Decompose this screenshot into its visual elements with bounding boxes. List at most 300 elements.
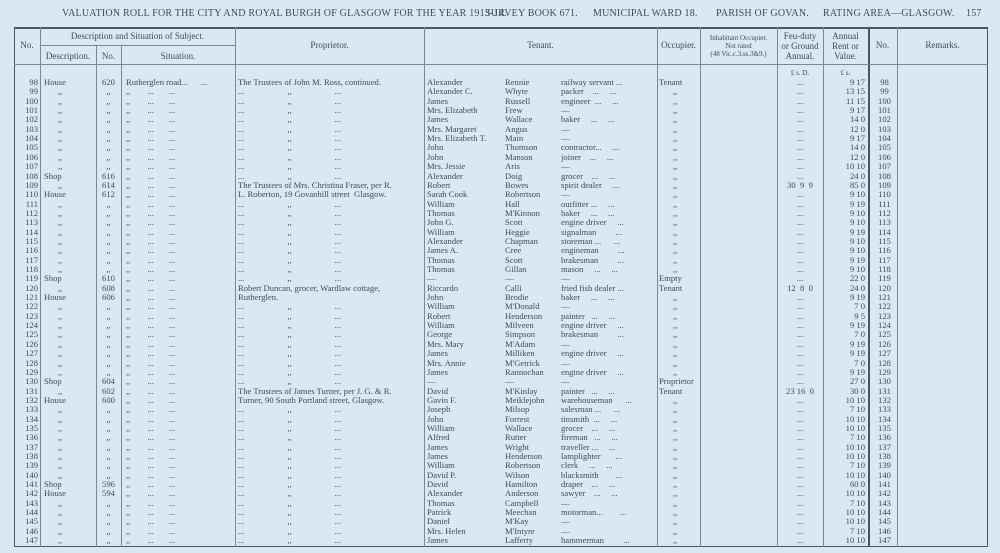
row-no-right: 137 bbox=[878, 442, 891, 452]
tenant-occupation: outfitter ... ... bbox=[561, 199, 615, 209]
row-no: 131 bbox=[25, 386, 38, 396]
table-row bbox=[0, 452, 1000, 461]
occupier: Proprietor bbox=[659, 377, 694, 387]
situation: ,, ... ... bbox=[126, 508, 176, 518]
proprietor: ... ,, ... bbox=[238, 208, 342, 218]
situation: ,, ... ... bbox=[126, 480, 176, 490]
row-no: 110 bbox=[25, 190, 38, 200]
situation: ,, ... ... bbox=[126, 171, 176, 181]
house-number: ,, bbox=[106, 405, 111, 415]
header-annual-rent bbox=[823, 31, 868, 61]
tenant-first-name: Thomas bbox=[427, 208, 455, 218]
house-number: 612 bbox=[102, 190, 115, 200]
situation: ,, ... ... bbox=[126, 162, 176, 172]
feu-duty: ... bbox=[796, 96, 804, 106]
annual-rent: 12 0 bbox=[849, 152, 865, 162]
occupier: ,, bbox=[673, 311, 678, 321]
situation: ,, ... ... bbox=[126, 330, 176, 340]
house-number: ,, bbox=[106, 265, 111, 274]
occupier: ,, bbox=[673, 489, 678, 499]
occupier: ,, bbox=[673, 461, 678, 471]
row-no-right: 98 bbox=[880, 78, 889, 87]
tenant-occupation: draper ... ... bbox=[561, 480, 616, 490]
row-no-right: 143 bbox=[878, 498, 891, 508]
description: ,, bbox=[58, 470, 63, 480]
proprietor: ... ,, ... bbox=[238, 423, 342, 433]
row-no: 132 bbox=[25, 395, 38, 405]
tenant-first-name: Alexander bbox=[427, 78, 463, 87]
tenant-occupation: engine driver ... bbox=[561, 321, 624, 331]
parish: PARISH OF GOVAN. bbox=[716, 8, 809, 19]
feu-duty: ... bbox=[796, 293, 804, 303]
feu-duty: ... bbox=[796, 470, 804, 480]
description: ,, bbox=[58, 321, 63, 331]
feu-duty: ... bbox=[796, 87, 804, 97]
tenant-occupation: traveller ... ... bbox=[561, 442, 616, 452]
house-number: ,, bbox=[106, 199, 111, 209]
tenant-first-name: Sarah Cook bbox=[427, 190, 468, 200]
situation: ,, ... ... bbox=[126, 536, 176, 546]
row-no: 111 bbox=[25, 199, 38, 209]
occupier: Empty bbox=[659, 274, 682, 284]
tenant-first-name: — bbox=[427, 377, 436, 387]
house-number: 610 bbox=[102, 274, 115, 284]
tenant-first-name: Mrs. Jessie bbox=[427, 162, 466, 172]
row-no-right: 140 bbox=[878, 470, 891, 480]
header-feu-line: Feu-duty bbox=[783, 31, 817, 41]
proprietor: ... ,, ... bbox=[238, 330, 342, 340]
tenant-surname: M'Kay bbox=[505, 517, 529, 527]
table-row bbox=[0, 125, 1000, 134]
situation: ,, ... ... bbox=[126, 321, 176, 331]
house-number: 594 bbox=[102, 489, 115, 499]
tenant-occupation: joiner ... ... bbox=[561, 152, 614, 162]
tenant-occupation: engineer ... ... bbox=[561, 96, 619, 106]
occupier: ,, bbox=[673, 517, 678, 527]
table-row bbox=[0, 97, 1000, 106]
tenant-occupation: blacksmith ... bbox=[561, 470, 623, 480]
table-row bbox=[0, 209, 1000, 218]
annual-rent: 9 19 bbox=[849, 199, 865, 209]
occupier: ,, bbox=[673, 423, 678, 433]
row-no: 116 bbox=[25, 246, 38, 256]
description: ,, bbox=[58, 115, 63, 125]
house-number: ,, bbox=[106, 423, 111, 433]
annual-rent: 9 17 bbox=[849, 134, 865, 144]
proprietor: ... ,, ... bbox=[238, 115, 342, 125]
table-row bbox=[0, 190, 1000, 199]
description: ,, bbox=[58, 498, 63, 508]
proprietor: ... ,, ... bbox=[238, 218, 342, 228]
tenant-occupation: — bbox=[561, 190, 570, 200]
occupier: ,, bbox=[673, 302, 678, 312]
row-no: 139 bbox=[25, 461, 38, 471]
row-no: 101 bbox=[25, 106, 38, 116]
house-number: ,, bbox=[106, 208, 111, 218]
tenant-occupation: painter ... ... bbox=[561, 386, 615, 396]
tenant-first-name: William bbox=[427, 302, 455, 312]
feu-duty: ... bbox=[796, 190, 804, 200]
proprietor: ... ,, ... bbox=[238, 536, 342, 546]
row-no-right: 99 bbox=[880, 87, 889, 97]
rent-units: £ s. bbox=[840, 69, 851, 77]
situation: ,, ... ... bbox=[126, 190, 176, 200]
feu-duty: ... bbox=[796, 106, 804, 116]
feu-duty: ... bbox=[796, 78, 804, 87]
page-number: 157 bbox=[966, 8, 982, 19]
description: ,, bbox=[58, 236, 63, 246]
annual-rent: 7 10 bbox=[849, 405, 865, 415]
feu-duty: ... bbox=[796, 452, 804, 461]
row-no: 128 bbox=[25, 358, 38, 368]
annual-rent: 10 10 bbox=[845, 395, 865, 405]
occupier: ,, bbox=[673, 470, 678, 480]
row-no: 103 bbox=[25, 124, 38, 134]
tenant-surname: Angus bbox=[505, 124, 528, 134]
row-no-right: 123 bbox=[878, 311, 891, 321]
table-row bbox=[0, 274, 1000, 283]
feu-duty: ... bbox=[796, 171, 804, 181]
row-no: 107 bbox=[25, 162, 38, 172]
description: ,, bbox=[58, 208, 63, 218]
annual-rent: 10 10 bbox=[845, 442, 865, 452]
row-no-right: 101 bbox=[878, 106, 891, 116]
row-no-right: 112 bbox=[878, 208, 891, 218]
annual-rent: 9 19 bbox=[849, 367, 865, 377]
tenant-first-name: James bbox=[427, 452, 449, 461]
proprietor: ... ,, ... bbox=[238, 227, 342, 237]
annual-rent: 12 0 bbox=[849, 124, 865, 134]
annual-rent: 9 10 bbox=[849, 246, 865, 256]
description: ,, bbox=[58, 339, 63, 349]
table-row bbox=[0, 78, 1000, 87]
description: ,, bbox=[58, 452, 63, 461]
situation: ,, ... ... bbox=[126, 377, 176, 387]
situation: ,, ... ... bbox=[126, 96, 176, 106]
house-number: ,, bbox=[106, 106, 111, 116]
feu-duty: ... bbox=[796, 321, 804, 331]
situation: ,, ... ... bbox=[126, 452, 176, 461]
table-row bbox=[0, 153, 1000, 162]
row-no-right: 113 bbox=[878, 218, 891, 228]
description: Shop bbox=[44, 171, 62, 181]
situation: ,, ... ... bbox=[126, 208, 176, 218]
tenant-surname: Forrest bbox=[505, 414, 530, 424]
description: ,, bbox=[58, 87, 63, 97]
tenant-surname: Henderson bbox=[505, 311, 543, 321]
tenant-occupation: — bbox=[561, 526, 570, 536]
tenant-occupation: — bbox=[561, 106, 570, 116]
tenant-surname: Anderson bbox=[505, 489, 539, 499]
tenant-surname: Aris bbox=[505, 162, 520, 172]
header-description: Description. bbox=[45, 51, 91, 61]
situation: ,, ... ... bbox=[126, 311, 176, 321]
feu-duty: ... bbox=[796, 517, 804, 527]
tenant-occupation: signalman ... bbox=[561, 227, 623, 237]
description: House bbox=[44, 78, 66, 87]
house-number: ,, bbox=[106, 255, 111, 265]
row-no: 130 bbox=[25, 377, 38, 387]
annual-rent: 9 19 bbox=[849, 321, 865, 331]
occupier: ,, bbox=[673, 208, 678, 218]
row-no: 100 bbox=[25, 96, 38, 106]
row-no-right: 125 bbox=[878, 330, 891, 340]
feu-duty: ... bbox=[796, 134, 804, 144]
house-number: 616 bbox=[102, 171, 115, 181]
row-no: 117 bbox=[25, 255, 38, 265]
row-no-right: 134 bbox=[878, 414, 891, 424]
tenant-occupation: lamplighter ... bbox=[561, 452, 623, 461]
tenant-first-name: Joseph bbox=[427, 405, 451, 415]
tenant-occupation: — bbox=[561, 339, 570, 349]
row-no: 108 bbox=[25, 171, 38, 181]
house-number: ,, bbox=[106, 339, 111, 349]
proprietor: ... ,, ... bbox=[238, 517, 342, 527]
tenant-surname: Bowes bbox=[505, 180, 529, 190]
table-row bbox=[0, 87, 1000, 96]
header-rent-line: Annual bbox=[832, 31, 859, 41]
tenant-first-name: John bbox=[427, 152, 444, 162]
annual-rent: 9 19 bbox=[849, 227, 865, 237]
row-no: 115 bbox=[25, 236, 38, 246]
tenant-occupation: — bbox=[561, 377, 570, 387]
house-number: ,, bbox=[106, 433, 111, 443]
tenant-surname: Lafferty bbox=[505, 536, 533, 546]
table-row bbox=[0, 228, 1000, 237]
tenant-occupation: clerk ... ... bbox=[561, 461, 613, 471]
tenant-first-name: Patrick bbox=[427, 508, 452, 518]
table-row bbox=[0, 218, 1000, 227]
tenant-first-name: Mrs. Margaret bbox=[427, 124, 477, 134]
table-row bbox=[0, 433, 1000, 442]
row-no: 121 bbox=[25, 293, 38, 303]
tenant-first-name: Riccardo bbox=[427, 283, 459, 293]
situation: ,, ... ... bbox=[126, 236, 176, 246]
house-number: ,, bbox=[106, 152, 111, 162]
house-number: ,, bbox=[106, 96, 111, 106]
row-no-right: 106 bbox=[878, 152, 891, 162]
annual-rent: 7 0 bbox=[854, 330, 865, 340]
table-row bbox=[0, 237, 1000, 246]
proprietor: ... ,, ... bbox=[238, 442, 342, 452]
tenant-first-name: Thomas bbox=[427, 255, 455, 265]
description: ,, bbox=[58, 143, 63, 153]
tenant-first-name: Thomas bbox=[427, 265, 455, 274]
tenant-surname: Calli bbox=[505, 283, 522, 293]
occupier: ,, bbox=[673, 96, 678, 106]
description: ,, bbox=[58, 96, 63, 106]
row-no-right: 110 bbox=[878, 190, 891, 200]
house-number: ,, bbox=[106, 143, 111, 153]
tenant-occupation: engine driver ... bbox=[561, 367, 624, 377]
tenant-occupation: brakesman ... bbox=[561, 255, 625, 265]
occupier: ,, bbox=[673, 218, 678, 228]
feu-duty: ... bbox=[796, 480, 804, 490]
row-no: 144 bbox=[25, 508, 38, 518]
feu-duty: ... bbox=[796, 302, 804, 312]
situation: ,, ... ... bbox=[126, 115, 176, 125]
situation: ,, ... ... bbox=[126, 143, 176, 153]
header-inhabitant-line: Inhabitant Occupier. bbox=[709, 34, 768, 42]
tenant-first-name: Mrs. Helen bbox=[427, 526, 466, 536]
situation: ,, ... ... bbox=[126, 461, 176, 471]
occupier: ,, bbox=[673, 143, 678, 153]
proprietor: The Trustees of John M. Ross, continued. bbox=[238, 78, 381, 87]
tenant-first-name: John bbox=[427, 293, 444, 303]
tenant-surname: M'Adam bbox=[505, 339, 536, 349]
row-no-right: 146 bbox=[878, 526, 891, 536]
occupier: ,, bbox=[673, 236, 678, 246]
proprietor: ... ,, ... bbox=[238, 171, 342, 181]
proprietor: ... ,, ... bbox=[238, 96, 342, 106]
annual-rent: 9 19 bbox=[849, 349, 865, 359]
ward: MUNICIPAL WARD 18. bbox=[593, 8, 698, 19]
tenant-first-name: Robert bbox=[427, 180, 451, 190]
annual-rent: 10 10 bbox=[845, 517, 865, 527]
table-row bbox=[0, 106, 1000, 115]
house-number: ,, bbox=[106, 452, 111, 461]
proprietor: L. Roberton, 19 Govanhill street Glasgow. bbox=[238, 190, 387, 200]
description: ,, bbox=[58, 106, 63, 116]
occupier: ,, bbox=[673, 405, 678, 415]
house-number: ,, bbox=[106, 236, 111, 246]
proprietor: ... ,, ... bbox=[238, 236, 342, 246]
tenant-surname: Cree bbox=[505, 246, 522, 256]
table-row bbox=[0, 115, 1000, 124]
situation: ,, ... ... bbox=[126, 293, 176, 303]
table-row bbox=[0, 349, 1000, 358]
house-number: ,, bbox=[106, 302, 111, 312]
situation: ,, ... ... bbox=[126, 106, 176, 116]
proprietor: ... ,, ... bbox=[238, 199, 342, 209]
header-occupier: Occupier. bbox=[661, 40, 696, 50]
proprietor: ... ,, ... bbox=[238, 152, 342, 162]
row-no: 119 bbox=[25, 274, 38, 284]
row-no: 112 bbox=[25, 208, 38, 218]
tenant-first-name: Alexander bbox=[427, 171, 463, 181]
row-no: 105 bbox=[25, 143, 38, 153]
description: ,, bbox=[58, 265, 63, 274]
row-no-right: 119 bbox=[878, 274, 891, 284]
row-no: 138 bbox=[25, 452, 38, 461]
situation: ,, ... ... bbox=[126, 180, 176, 190]
description: House bbox=[44, 395, 66, 405]
feu-duty: ... bbox=[796, 265, 804, 274]
occupier: ,, bbox=[673, 433, 678, 443]
annual-rent: 27 0 bbox=[849, 377, 865, 387]
table-row bbox=[0, 405, 1000, 414]
header-description-group: Description and Situation of Subject. bbox=[70, 31, 205, 41]
row-no-right: 109 bbox=[878, 180, 891, 190]
tenant-occupation: hammerman ... bbox=[561, 536, 630, 546]
tenant-surname: Robertson bbox=[505, 190, 541, 200]
tenant-surname: M'Kinlay bbox=[505, 386, 538, 396]
tenant-occupation: fireman ... ... bbox=[561, 433, 618, 443]
feu-duty: ... bbox=[796, 536, 804, 546]
survey-book: SURVEY BOOK 671. bbox=[485, 8, 578, 19]
situation: ,, ... ... bbox=[126, 124, 176, 134]
description: ,, bbox=[58, 423, 63, 433]
tenant-surname: Heggie bbox=[505, 227, 530, 237]
tenant-first-name: — bbox=[427, 274, 436, 284]
annual-rent: 14 0 bbox=[849, 115, 865, 125]
row-no: 109 bbox=[25, 180, 38, 190]
row-no-right: 103 bbox=[878, 124, 891, 134]
row-no-right: 129 bbox=[878, 367, 891, 377]
tenant-surname: Campbell bbox=[505, 498, 539, 508]
row-no-right: 131 bbox=[878, 386, 891, 396]
proprietor: ... ,, ... bbox=[238, 480, 342, 490]
table-row bbox=[0, 181, 1000, 190]
table-row bbox=[0, 415, 1000, 424]
occupier: Tenant bbox=[659, 78, 683, 87]
row-no-right: 138 bbox=[878, 452, 891, 461]
tenant-first-name: James bbox=[427, 96, 449, 106]
annual-rent: 9 10 bbox=[849, 208, 865, 218]
description: ,, bbox=[58, 433, 63, 443]
annual-rent: 9 19 bbox=[849, 255, 865, 265]
proprietor: ... ,, ... bbox=[238, 311, 342, 321]
row-no: 126 bbox=[25, 339, 38, 349]
tenant-surname: Wright bbox=[505, 442, 529, 452]
house-number: 606 bbox=[102, 293, 115, 303]
tenant-occupation: engineman ... bbox=[561, 246, 625, 256]
feu-duty: ... bbox=[796, 489, 804, 499]
occupier: ,, bbox=[673, 246, 678, 256]
tenant-surname: — bbox=[505, 377, 514, 387]
situation: ,, ... ... bbox=[126, 134, 176, 144]
tenant-occupation: — bbox=[561, 302, 570, 312]
feu-duty: ... bbox=[796, 508, 804, 518]
occupier: ,, bbox=[673, 190, 678, 200]
divider bbox=[40, 45, 235, 46]
proprietor: ... ,, ... bbox=[238, 405, 342, 415]
row-no: 141 bbox=[25, 480, 38, 490]
tenant-occupation: fried fish dealer ... bbox=[561, 283, 624, 293]
tenant-occupation: warehouseman ... bbox=[561, 395, 632, 405]
tenant-first-name: Mrs. Elizabeth T. bbox=[427, 134, 487, 144]
tenant-surname: Meechan bbox=[505, 508, 537, 518]
feu-duty: ... bbox=[796, 461, 804, 471]
tenant-first-name: Alexander bbox=[427, 236, 463, 246]
situation: ,, ... ... bbox=[126, 283, 176, 293]
table-row bbox=[0, 293, 1000, 302]
proprietor: ... ,, ... bbox=[238, 414, 342, 424]
table-row bbox=[0, 480, 1000, 489]
header-number: No. bbox=[101, 51, 116, 61]
house-number: 596 bbox=[102, 480, 115, 490]
house-number: ,, bbox=[106, 498, 111, 508]
occupier: ,, bbox=[673, 339, 678, 349]
annual-rent: 9 17 bbox=[849, 106, 865, 116]
proprietor: ... ,, ... bbox=[238, 162, 342, 172]
feu-duty: ... bbox=[796, 124, 804, 134]
proprietor: ... ,, ... bbox=[238, 124, 342, 134]
tenant-first-name: James bbox=[427, 442, 449, 452]
table-row bbox=[0, 143, 1000, 152]
feu-duty: ... bbox=[796, 255, 804, 265]
annual-rent: 85 0 bbox=[849, 180, 865, 190]
tenant-occupation: baker ... ... bbox=[561, 208, 615, 218]
situation: ,, ... ... bbox=[126, 414, 176, 424]
row-no-right: 132 bbox=[878, 395, 891, 405]
proprietor: ... ,, ... bbox=[238, 498, 342, 508]
proprietor: The Trustees of Mrs. Christina Fraser, per R. bbox=[238, 180, 392, 190]
feu-duty: ... bbox=[796, 162, 804, 172]
table-row bbox=[0, 424, 1000, 433]
row-no: 106 bbox=[25, 152, 38, 162]
tenant-occupation: salesman ... ... bbox=[561, 405, 621, 415]
